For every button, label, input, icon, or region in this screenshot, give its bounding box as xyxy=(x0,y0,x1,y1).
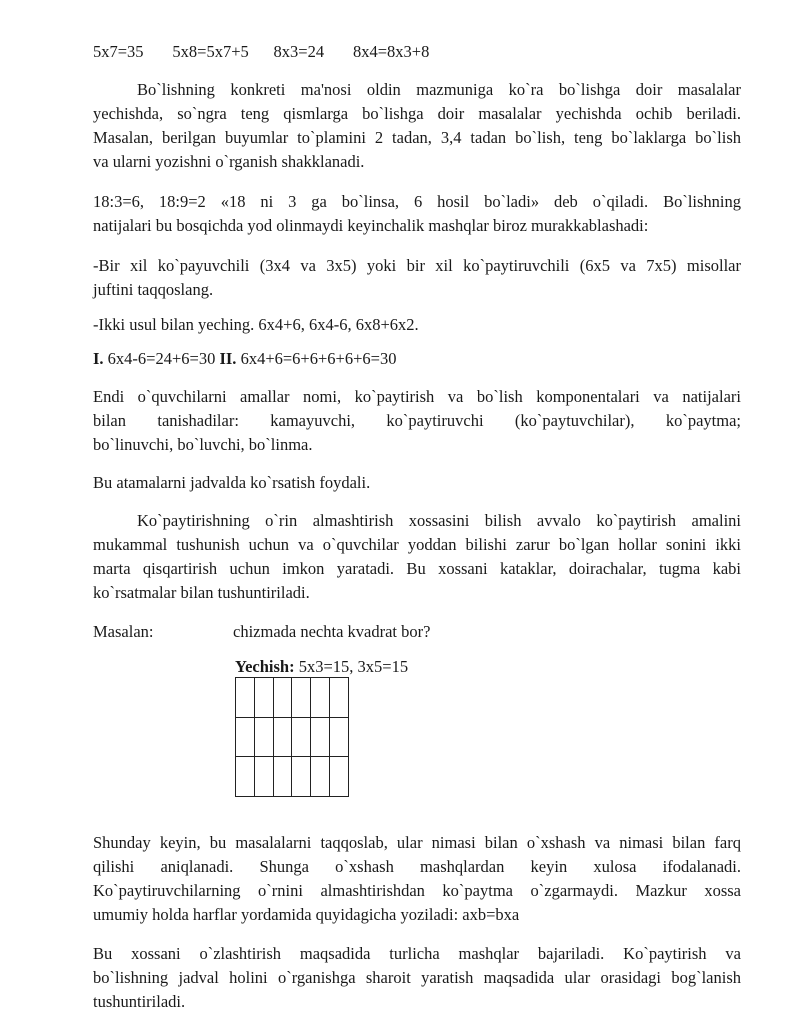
paragraph-line: Masalan, berilgan buyumlar to`plamini 2 tadan, 3,4 tadan bo`lish, teng bo`laklarga bo`lish xyxy=(93,128,741,147)
solution-line xyxy=(235,656,635,678)
paragraph-line: marta qisqartirish uchun imkon yaratadi. Bu xossani kataklar, doirachalar, tugma kabi xyxy=(93,559,741,578)
grid-row xyxy=(236,678,349,718)
method-two-marker: II. xyxy=(219,349,237,368)
paragraph-line: Ko`paytirishning o`rin almashtirish xossasini bilish avvalo ko`paytirish amalini xyxy=(137,511,741,530)
grid-cell xyxy=(330,717,349,757)
paragraph-line: bilan tanishadilar: kamayuvchi, ko`paytiruvchi (ko`paytuvchilar), ko`paytma; xyxy=(93,411,741,430)
solution-text: 5x3=15, 3x5=15 xyxy=(294,657,409,676)
solution-methods-line xyxy=(93,348,741,370)
paragraph-line: yechishda, so`ngra teng qismlarga bo`lishga doir masalalar yechishda ochib beriladi. xyxy=(93,104,741,123)
grid-cell xyxy=(311,678,330,718)
paragraph-line: -Bir xil ko`payuvchili (3x4 va 3x5) yoki bir xil ko`paytiruvchili (6x5 va 7x5) misollar xyxy=(93,256,741,275)
paragraph-line: Bu atamalarni jadvalda ko`rsatish foydali. xyxy=(93,473,371,492)
equation-line: 5x7=35 5x8=5x7+5 8x3=24 8x4=8x3+8 xyxy=(93,42,430,61)
grid-cell xyxy=(292,678,311,718)
grid-cell xyxy=(273,717,292,757)
grid-cell xyxy=(311,717,330,757)
grid-cell xyxy=(236,678,255,718)
paragraph-line: Bu xossani o`zlashtirish maqsadida turlicha mashqlar bajariladi. Ko`paytirish va xyxy=(93,944,741,963)
grid-cell xyxy=(273,678,292,718)
grid-cell xyxy=(236,757,255,797)
grid-cell xyxy=(330,757,349,797)
grid-row xyxy=(236,757,349,797)
paragraph-line: bo`linuvchi, bo`luvchi, bo`linma. xyxy=(93,435,313,454)
example-question: chizmada nechta kvadrat bor? xyxy=(233,622,431,641)
grid-cell xyxy=(254,717,273,757)
paragraph-line: Ko`paytiruvchilarning o`rnini almashtirishdan ko`paytma o`zgarmaydi. Mazkur xossa xyxy=(93,881,741,900)
solution-label: Yechish: xyxy=(235,657,295,676)
grid-cell xyxy=(311,757,330,797)
grid-row xyxy=(236,717,349,757)
grid-cell xyxy=(236,717,255,757)
paragraph-line: 18:3=6, 18:9=2 «18 ni 3 ga bo`linsa, 6 hosil bo`ladi» deb o`qiladi. Bo`lishning xyxy=(93,192,741,211)
paragraph-line: bo`lishning jadval holini o`rganishga sharoit yaratish maqsadida ular orasidagi bog`lanish xyxy=(93,968,741,987)
paragraph-line: qilishi aniqlanadi. Shunga o`xshash mashqlardan keyin xulosa ifodalanadi. xyxy=(93,857,741,876)
paragraph-line: ko`rsatmalar bilan tushuntiriladi. xyxy=(93,583,310,602)
example-line xyxy=(93,621,741,643)
method-two-text: 6x4+6=6+6+6+6+6=30 xyxy=(236,349,397,368)
grid-cell xyxy=(292,717,311,757)
paragraph-line: juftini taqqoslang. xyxy=(93,280,214,299)
grid-cell xyxy=(273,757,292,797)
paragraph-line: tushuntiriladi. xyxy=(93,992,186,1011)
paragraph-line: mukammal tushunish uchun va o`quvchilar yoddan bilishi zarur bo`lgan hollar sonini ikki xyxy=(93,535,741,554)
paragraph-line: Endi o`quvchilarni amallar nomi, ko`paytirish va bo`lish komponentalari va natijalari xyxy=(93,387,741,406)
grid-cell xyxy=(292,757,311,797)
paragraph-line: va ularni yozishni o`rganish shakklanadi. xyxy=(93,152,365,171)
example-label: Masalan: xyxy=(93,622,154,641)
grid-cell xyxy=(254,757,273,797)
paragraph-line: natijalari bu bosqichda yod olinmaydi keyinchalik mashqlar biroz murakkablashadi: xyxy=(93,216,649,235)
method-one-text: 6x4-6=24+6=30 xyxy=(103,349,220,368)
squares-grid xyxy=(235,677,349,797)
paragraph-line: -Ikki usul bilan yeching. 6x4+6, 6x4-6, 6x8+6x2. xyxy=(93,315,419,334)
paragraph-line: umumiy holda harflar yordamida quyidagicha yoziladi: axb=bxa xyxy=(93,905,520,924)
paragraph-line: Bo`lishning konkreti ma'nosi oldin mazmuniga ko`ra bo`lishga doir masalalar xyxy=(137,80,741,99)
paragraph-line: Shunday keyin, bu masalalarni taqqoslab, ular nimasi bilan o`xshash va nimasi bilan farq xyxy=(93,833,741,852)
grid-cell xyxy=(254,678,273,718)
method-one-marker: I. xyxy=(93,349,104,368)
grid-cell xyxy=(330,678,349,718)
